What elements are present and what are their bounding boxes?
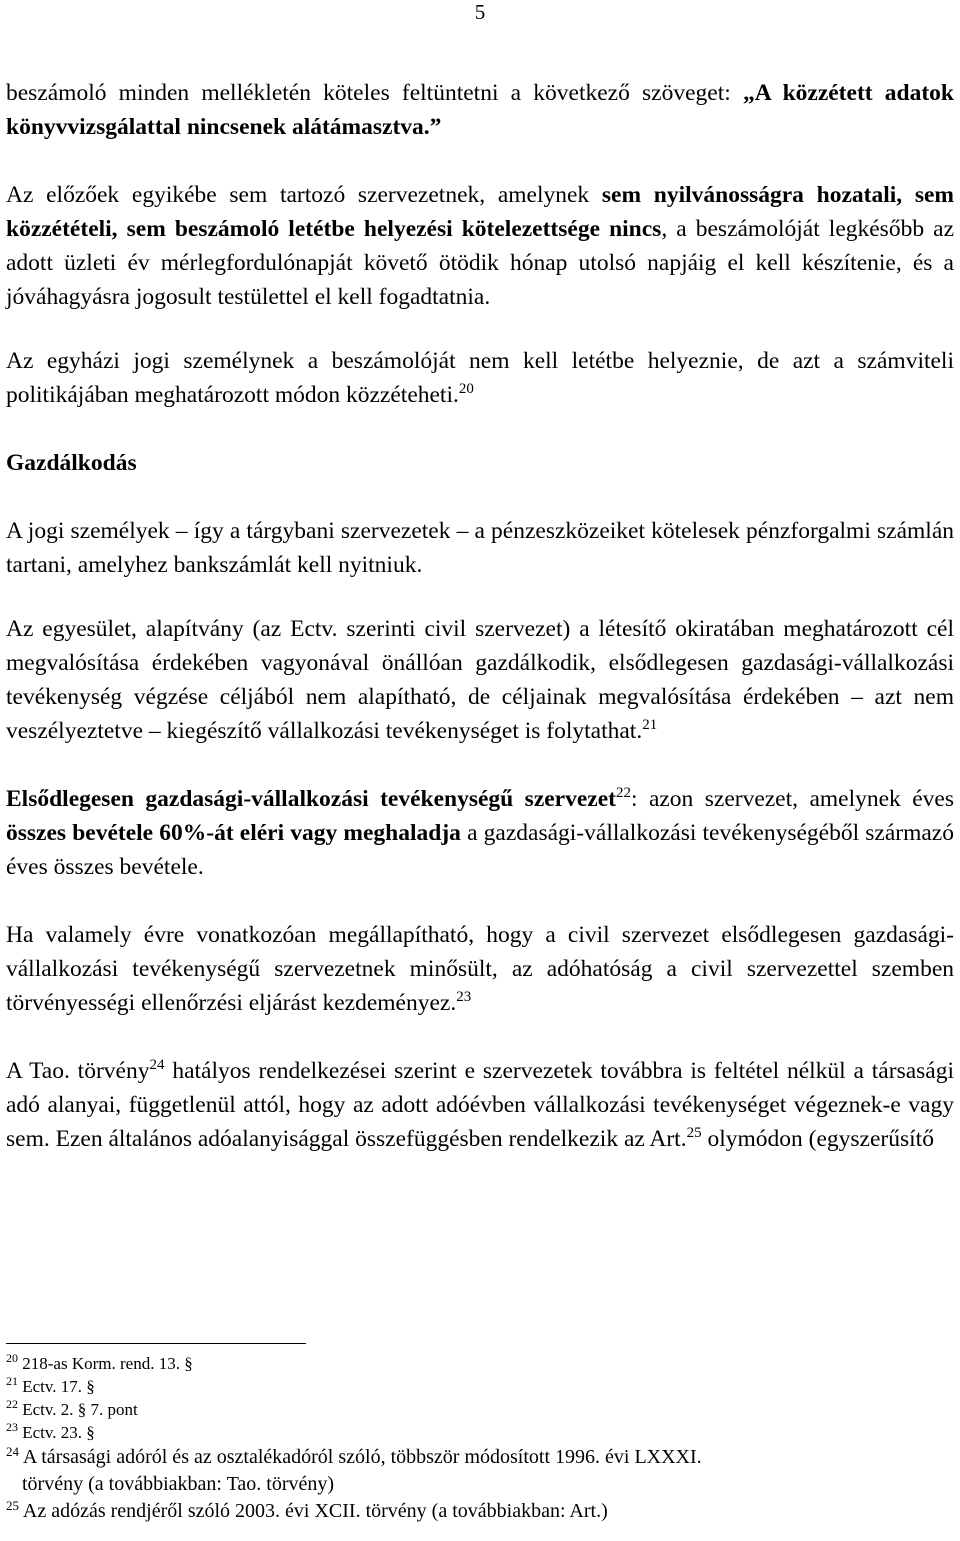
footnote-21 [6,1375,954,1398]
paragraph-bank-account: A jogi személyek – így a tárgybani szervezetek – a pénzeszközeiket kötelesek pénzforgalmi számlán tartani, amelyhez bankszámlát kell nyitniuk. [6,518,954,578]
paragraph-definition [6,782,954,884]
footnote-separator [6,1343,306,1344]
section-heading: Gazdálkodás [6,450,137,476]
footnote-ref-20: 20 [458,381,474,397]
paragraph-other-organizations [6,178,954,314]
footnote-20 [6,1352,954,1375]
paragraph-text: olymódon (egyszerűsítő [701,1126,934,1152]
footnotes [6,1352,954,1525]
required-statement: „A közzétett adatok könyvvizsgálattal nincsenek alátámasztva.” [6,80,954,140]
footnote-22 [6,1398,954,1421]
footnote-text: Ectv. 2. § 7. pont [22,1400,138,1419]
document-body [6,76,954,1156]
paragraph-text: Ha valamely évre vonatkozóan megállapítható, hogy a civil szervezet elsődlegesen gazdasági-vállalkozási tevékenységű szervezetnek minősült, az adóhatóság a civil szervezettel szemben törvényességi ellenőrzési eljárást kezdeményez. [6,922,954,1016]
footnote-24 [6,1444,954,1471]
paragraph-text: Az egyesület, alapítvány (az Ectv. szerinti civil szervezet) a létesítő okiratában meghatározott cél megvalósítása érdekében vagyonával önállóan gazdálkodik, elsődlegesen gazdasági-vállalkozási tevékenység végzése céljából nem alapítható, de céljainak megvalósítása érdekében – azt nem veszélyeztetve – kiegészítő vállalkozási tevékenységet is folytathat. [6,616,954,744]
footnote-number: 23 [6,1420,18,1434]
footnote-number: 20 [6,1351,18,1365]
paragraph-text: hatályos rendelkezései szerint e szervezetek továbbra is feltétel nélkül a társasági adó alanyai, függetlenül attól, hogy az adott adóévben vállalkozási tevékenységet végeznek-e vagy sem. Ezen általános adóalanyisággal összefüggésben rendelkezik az Art. [6,1058,954,1152]
paragraph-legality-check [6,918,954,1020]
paragraph-church-entity [6,344,954,412]
paragraph-text: Az előzőek egyikébe sem tartozó szervezetnek, amelynek [6,182,602,208]
footnote-number: 25 [6,1498,19,1513]
footnote-text: A társasági adóról és az osztalékadóról szóló, többször módosított 1996. évi LXXXI. [22,1446,702,1468]
footnote-ref-25: 25 [686,1125,702,1141]
footnote-ref-24: 24 [149,1057,165,1073]
footnote-ref-21: 21 [642,717,658,733]
footnote-text: 218-as Korm. rend. 13. § [22,1354,193,1373]
paragraph-text: A Tao. törvény [6,1058,150,1084]
footnote-number: 22 [6,1397,18,1411]
footnote-23 [6,1421,954,1444]
footnote-text: Ectv. 17. § [22,1377,95,1396]
paragraph-association-management [6,612,954,748]
paragraph-text: : azon szervezet, amelynek éves [630,786,954,812]
bold-phrase: sem nyilvánosságra hozatali, sem közzétételi, sem beszámoló letétbe helyezési kötelezettsége nincs [6,182,955,242]
page-number: 5 [474,0,486,24]
footnote-25 [6,1498,954,1525]
defined-term: Elsődlegesen gazdasági-vállalkozási tevékenységű szervezet [6,786,616,812]
bold-phrase: összes bevétele 60%-át eléri vagy meghaladja [6,820,461,846]
footnote-ref-23: 23 [456,989,472,1005]
paragraph-text: a gazdasági-vállalkozási tevékenységéből származó éves összes bevétele. [6,820,954,880]
paragraph-text: , a beszámolóját legkésőbb az adott üzleti év mérlegfordulónapját követő ötödik hónap utolsó napjáig el kell készítenie, és a jóváhagyásra jogosult testülettel el kell fogadtatnia. [6,216,954,310]
footnote-text: Ectv. 23. § [22,1423,95,1442]
paragraph-text: beszámoló minden mellékletén köteles feltüntetni a következő szöveget: [6,80,743,106]
footnote-ref-22: 22 [615,785,631,801]
footnote-number: 21 [6,1374,18,1388]
paragraph-disclosure-notice [6,76,954,144]
footnote-number: 24 [6,1444,19,1459]
footnote-text: Az adózás rendjéről szóló 2003. évi XCII. törvény (a továbbiakban: Art.) [22,1500,608,1522]
paragraph-tao-law [6,1054,954,1156]
paragraph-text: Az egyházi jogi személynek a beszámolóját nem kell letétbe helyeznie, de azt a számviteli politikájában meghatározott módon közzéteheti. [6,348,954,408]
footnote-24-continuation: törvény (a továbbiakban: Tao. törvény) [22,1473,335,1495]
